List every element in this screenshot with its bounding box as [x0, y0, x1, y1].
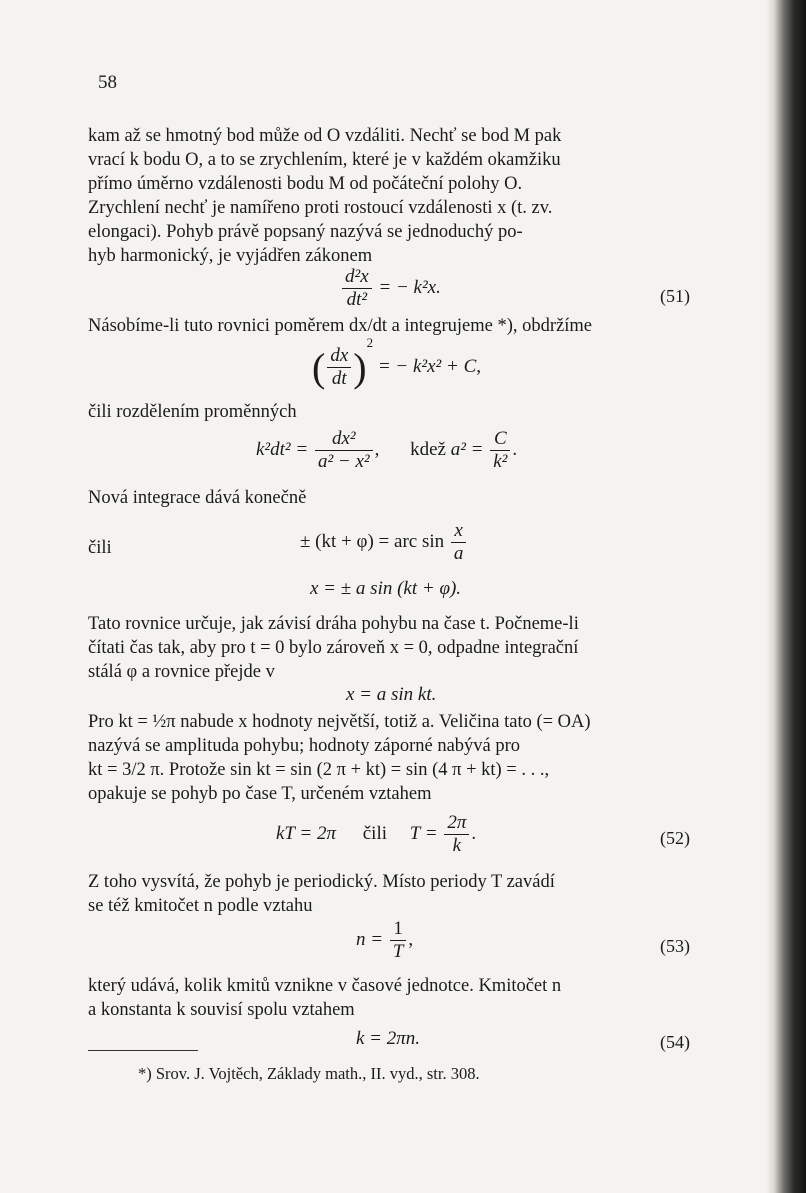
text-line: se též kmitočet n podle vztahu: [88, 896, 313, 916]
text-line: Pro kt = ½π nabude x hodnoty největší, totiž a. Veličina tato (= OA): [88, 712, 591, 732]
text-line: a konstanta k souvisí spolu vztahem: [88, 1000, 355, 1020]
eqb-where: kdež: [410, 438, 446, 460]
paragraph-1: [88, 124, 710, 268]
paragraph-4: [88, 486, 710, 510]
text-line: čítati čas tak, aby pro t = 0 bylo zároveň x = 0, odpadne integrační: [88, 638, 579, 658]
eq52-den: k: [452, 835, 462, 856]
footnote-rule: [88, 1050, 198, 1051]
paragraph-8: [88, 974, 710, 1022]
paragraph-6: [88, 710, 710, 806]
text-line: čili rozdělením proměnných: [88, 402, 297, 422]
eqc-num: x: [451, 520, 467, 543]
text-line: kt = 3/2 π. Protože sin kt = sin (2 π + kt) = sin (4 π + kt) = . . .,: [88, 760, 550, 780]
equation-54-label: (54): [660, 1032, 690, 1052]
page-edge-shadow: [766, 0, 806, 1193]
equation-51: [340, 266, 441, 311]
eqb-cden: k²: [493, 451, 508, 472]
text-line: stálá φ a rovnice přejde v: [88, 662, 275, 682]
cili-word: čili: [88, 538, 112, 558]
text-line: kam až se hmotný bod může od O vzdáliti. Nechť se bod M pak: [88, 126, 562, 146]
equation-a: ( $\frac{dx}{dt}$ )$^2$ = − k²x² + C,: [312, 334, 481, 390]
text-line: který udává, kolik kmitů vznikne v časové jednotce. Kmitočet n: [88, 976, 562, 996]
eq51-rhs: = − k²x.: [378, 276, 441, 298]
eqb-cnum: C: [490, 428, 510, 451]
eqb-end: .: [512, 438, 518, 460]
eqb-lhs: k²dt² =: [256, 438, 309, 460]
eq52-num: 2π: [444, 812, 469, 835]
eq52-tlhs: T =: [409, 822, 438, 844]
text-line: nazývá se amplituda pohybu; hodnoty záporné nabývá pro: [88, 736, 521, 756]
equation-53: [356, 918, 413, 963]
equation-d: x = ± a sin (kt + φ).: [310, 578, 462, 599]
equation-c: [300, 520, 468, 565]
eqa-den: dt: [331, 368, 347, 389]
eq53-den: T: [392, 941, 404, 962]
equation-53-label: (53): [660, 936, 690, 956]
text-line: Násobíme-li tuto rovnici poměrem dx/dt a integrujeme *), obdržíme: [88, 316, 592, 336]
text-line: Nová integrace dává konečně: [88, 488, 307, 508]
text-line: hyb harmonický, je vyjádřen zákonem: [88, 246, 373, 266]
equation-e: x = a sin kt.: [346, 684, 437, 705]
paragraph-3: [88, 400, 710, 424]
text-line: Z toho vysvítá, že pohyb je periodický. Místo periody T zavádí: [88, 872, 555, 892]
eqb-num: dx²: [315, 428, 373, 451]
eq51-num: d²x: [342, 266, 372, 289]
eq52-cili: čili: [362, 822, 388, 844]
paragraph-5: [88, 612, 710, 684]
eq52-end: .: [471, 822, 477, 844]
paragraph-7: [88, 870, 710, 918]
text-line: opakuje se pohyb po čase T, určeném vztahem: [88, 784, 432, 804]
eq53-end: ,: [408, 928, 414, 950]
equation-52-label: (52): [660, 828, 690, 848]
equation-52: [276, 812, 476, 857]
text-line: Tato rovnice určuje, jak závisí dráha pohybu na čase t. Počneme-li: [88, 614, 579, 634]
text-line: elongaci). Pohyb právě popsaný nazývá se jednoduchý po-: [88, 222, 523, 242]
text-line: Zrychlení nechť je namířeno proti rostoucí vzdálenosti x (t. zv.: [88, 198, 553, 218]
eq53-num: 1: [390, 918, 407, 941]
footnote: *) Srov. J. Vojtěch, Základy math., II. vyd., str. 308.: [138, 1064, 480, 1083]
eqc-den: a: [453, 543, 464, 564]
eqb-comma: ,: [374, 438, 380, 460]
equation-b: [256, 428, 517, 473]
equation-51-label: (51): [660, 286, 690, 306]
eqb-den: a² − x²: [317, 451, 370, 472]
page-number: 58: [98, 72, 117, 93]
eqa-exp: 2: [366, 334, 374, 350]
eq53-lhs: n =: [356, 928, 384, 950]
equation-54: k = 2πn.: [356, 1028, 421, 1049]
eq51-den: dt²: [346, 289, 368, 310]
text-line: přímo úměrno vzdálenosti bodu M od počáteční polohy O.: [88, 174, 523, 194]
eq52-lhs: kT = 2π: [276, 822, 336, 844]
eqa-num: dx: [327, 345, 351, 368]
eqa-rhs: = − k²x² + C,: [377, 355, 481, 377]
eqb-alhs: a² =: [450, 438, 484, 460]
eqc-lhs: ± (kt + φ) = arc sin: [300, 530, 445, 552]
paragraph-2: [88, 314, 710, 338]
text-line: vrací k bodu O, a to se zrychlením, které je v každém okamžiku: [88, 150, 561, 170]
